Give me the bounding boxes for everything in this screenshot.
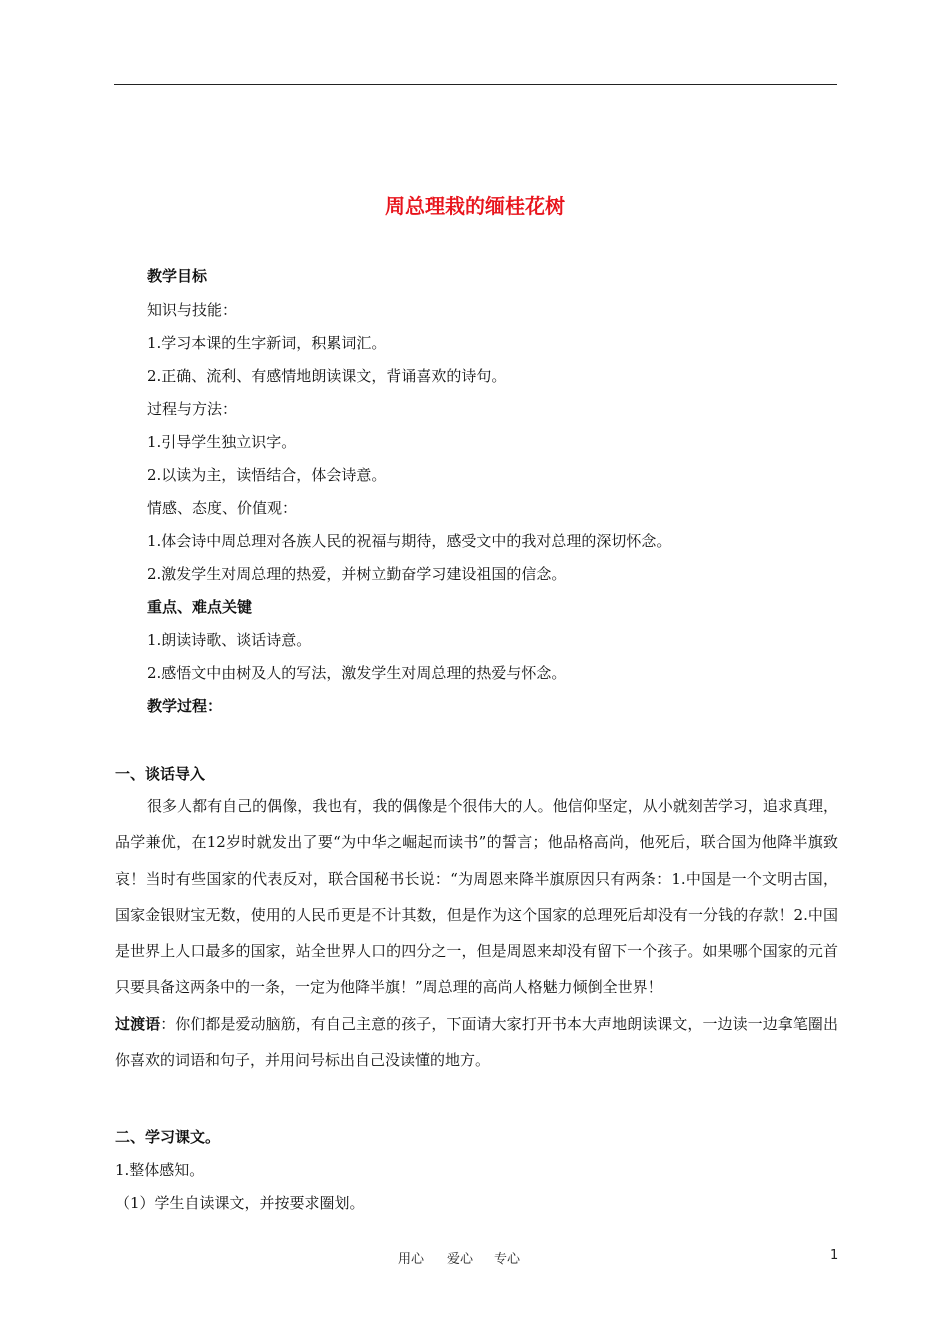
process-method-item: 1.引导学生独立识字。 — [147, 433, 297, 451]
transition-paragraph — [115, 1006, 838, 1079]
header-rule — [114, 84, 837, 85]
key-point-item: 2.感悟文中由树及人的写法，激发学生对周总理的热爱与怀念。 — [147, 664, 567, 682]
transition-text: ：你们都是爱动脑筋，有自己主意的孩子，下面请大家打开书本大声地朗读课文，一边读一边拿笔圈出你喜欢的词语和句子，并用问号标出自己没读懂的地方。 — [115, 1014, 838, 1070]
process-method-item: 2.以读为主，读悟结合，体会诗意。 — [147, 466, 387, 484]
key-point-item: 1.朗读诗歌、谈话诗意。 — [147, 631, 312, 649]
knowledge-item: 1.学习本课的生字新词，积累词汇。 — [147, 334, 387, 352]
emotion-heading: 情感、态度、价值观： — [147, 499, 298, 517]
key-points-heading: 重点、难点关键 — [147, 598, 253, 616]
transition-label: 过渡语 — [115, 1014, 161, 1033]
process-method-heading: 过程与方法： — [147, 400, 238, 418]
emotion-item: 2.激发学生对周总理的热爱，并树立勤奋学习建设祖国的信念。 — [147, 565, 567, 583]
intro-paragraph: 很多人都有自己的偶像，我也有，我的偶像是个很伟大的人。他信仰坚定，从小就刻苦学习，追求真理，品学兼优，在12岁时就发出了要“为中华之崛起而读书”的誓言；他品格高尚，他死后，联合国为他降半旗致哀！当时有些国家的代表反对，联合国秘书长说：“为周恩来降半旗原因只有两条：1.中国是一个文明古国，国家金银财宝无数，使用的人民币更是不计其数，但是作为这个国家的总理死后却没有一分钱的存款！2.中国是世界上人口最多的国家，站全世界人口的四分之一，但是周恩来却没有留下一个孩子。如果哪个国家的元首只要具备这两条中的一条，一定为他降半旗！”周总理的高尚人格魅力倾倒全世界！ — [115, 797, 838, 997]
section-heading: 一、谈话导入 — [115, 765, 206, 783]
section-item: 1.整体感知。 — [115, 1161, 205, 1179]
knowledge-heading: 知识与技能： — [147, 301, 238, 319]
footer-motto: 爱心 — [447, 1252, 474, 1267]
footer-motto: 专心 — [494, 1252, 521, 1267]
intro-paragraph-block — [115, 788, 838, 1078]
emotion-item: 1.体会诗中周总理对各族人民的祝福与期待，感受文中的我对总理的深切怀念。 — [147, 532, 672, 550]
objectives-heading: 教学目标 — [147, 267, 208, 285]
section-subitem: （1）学生自读课文，并按要求圈划。 — [115, 1194, 365, 1212]
teaching-process-heading: 教学过程： — [147, 697, 223, 715]
section-heading: 二、学习课文。 — [115, 1128, 221, 1146]
knowledge-item: 2.正确、流利、有感情地朗读课文，背诵喜欢的诗句。 — [147, 367, 507, 385]
document-title: 周总理栽的缅桂花树 — [385, 194, 565, 218]
page-number: 1 — [830, 1248, 839, 1263]
footer-motto: 用心 — [398, 1252, 425, 1267]
